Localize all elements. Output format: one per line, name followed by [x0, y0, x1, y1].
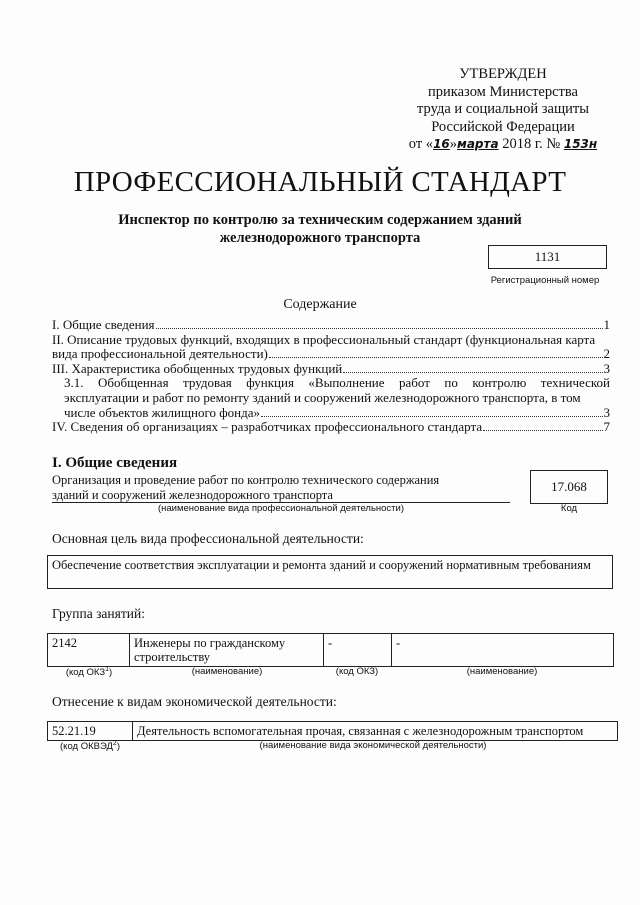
- occupation-name-caption: (наименование): [191, 666, 263, 677]
- goal-label: Основная цель вида профессиональной деятельности:: [52, 531, 364, 546]
- registration-caption: Регистрационный номер: [490, 275, 600, 286]
- okz-code-cell: 2142: [48, 634, 130, 667]
- activity-line: Организация и проведение работ по контролю технического содержания: [52, 473, 440, 487]
- table-of-contents: [52, 318, 610, 435]
- okved-name-caption: (наименование вида экономической деятельности): [259, 740, 487, 751]
- order-number: 153н: [563, 137, 598, 151]
- toc-dots: [156, 328, 603, 329]
- toc-item-text: 3.1. Обобщенная трудовая функция «Выполнение работ по контролю технической: [64, 375, 610, 391]
- registration-number-box: 1131: [488, 245, 607, 269]
- code-caption: Код: [560, 503, 578, 514]
- occupation-name-caption: (наименование): [466, 666, 538, 677]
- toc-item-text: III. Характеристика обобщенных трудовых функций: [52, 360, 343, 376]
- okved-name-cell: Деятельность вспомогательная прочая, связанная с железнодорожным транспортом: [133, 722, 618, 741]
- toc-dots: [269, 357, 603, 358]
- approval-heading: УТВЕРЖДЕН: [459, 66, 547, 82]
- approval-block: [388, 66, 618, 154]
- toc-item[interactable]: [52, 333, 610, 362]
- occupation-table: [47, 633, 614, 667]
- toc-heading: Содержание: [283, 297, 357, 312]
- goal-box: Обеспечение соответствия эксплуатации и ремонта зданий и сооружений нормативным требованиям: [47, 555, 613, 589]
- okz-code-caption: (код ОКЗ$^1$): [65, 666, 113, 679]
- toc-item-page: 7: [603, 419, 610, 435]
- toc-item[interactable]: [52, 318, 610, 333]
- occupation-name-cell: -: [392, 634, 614, 667]
- toc-item-page: 3: [603, 360, 610, 376]
- activity-caption: (наименование вида профессиональной деятельности): [157, 503, 405, 514]
- date-day: 16: [433, 137, 450, 151]
- activity-code-box: 17.068: [530, 470, 608, 504]
- okved-code-caption: (код ОКВЭД$^2$): [60, 740, 120, 753]
- date-month: марта: [457, 137, 499, 151]
- toc-item-page: 2: [603, 346, 610, 362]
- approval-line-labor: труда и социальной защиты: [417, 101, 589, 117]
- toc-item[interactable]: [52, 376, 610, 420]
- approval-line-ministry: приказом Министерства: [428, 83, 578, 100]
- toc-item[interactable]: [52, 420, 610, 435]
- occupation-name-cell: Инженеры по гражданскому строительству: [130, 634, 324, 667]
- activity-line: зданий и сооружений железнодорожного транспорта: [52, 487, 333, 502]
- approval-line-federation: Российской Федерации: [431, 118, 575, 135]
- toc-dots: [261, 416, 603, 417]
- date-mid: »: [449, 136, 458, 152]
- toc-dots: [483, 430, 602, 431]
- activity-name: [52, 473, 492, 502]
- toc-item-text: эксплуатации и работ по ремонту зданий и сооружений железнодорожного транспорта, в том: [64, 389, 581, 405]
- okved-table: [47, 721, 618, 741]
- okved-code-cell: 52.21.19: [48, 722, 133, 741]
- toc-item[interactable]: [52, 362, 610, 377]
- toc-item-text: числе объектов жилищного фонда»: [64, 404, 260, 420]
- toc-dots: [343, 372, 602, 373]
- approval-date-line: [388, 136, 618, 154]
- date-year: 2018 г. №: [498, 136, 564, 152]
- toc-item-text: вида профессиональной деятельности): [52, 346, 268, 362]
- occupation-group-label: Группа занятий:: [52, 606, 145, 621]
- toc-item-page: 3: [603, 404, 610, 420]
- page-title: ПРОФЕССИОНАЛЬНЫЙ СТАНДАРТ: [73, 166, 567, 198]
- okz-code-cell: -: [324, 634, 392, 667]
- standard-subtitle: Инспектор по контролю за техническим содержанием зданий железнодорожного транспорта: [118, 212, 522, 246]
- toc-item-text: II. Описание трудовых функций, входящих в профессиональный стандарт (функциональная карта: [52, 331, 596, 347]
- date-prefix: от «: [408, 136, 434, 152]
- toc-item-text: IV. Сведения об организациях – разработчиках профессионального стандарта: [52, 419, 483, 435]
- toc-item-page: 1: [603, 317, 610, 332]
- economic-activity-label: Отнесение к видам экономической деятельности:: [52, 694, 337, 709]
- okz-code-caption: (код ОКЗ): [335, 666, 379, 677]
- toc-item-text: I. Общие сведения: [52, 317, 155, 332]
- section-title: I. Общие сведения: [52, 455, 178, 471]
